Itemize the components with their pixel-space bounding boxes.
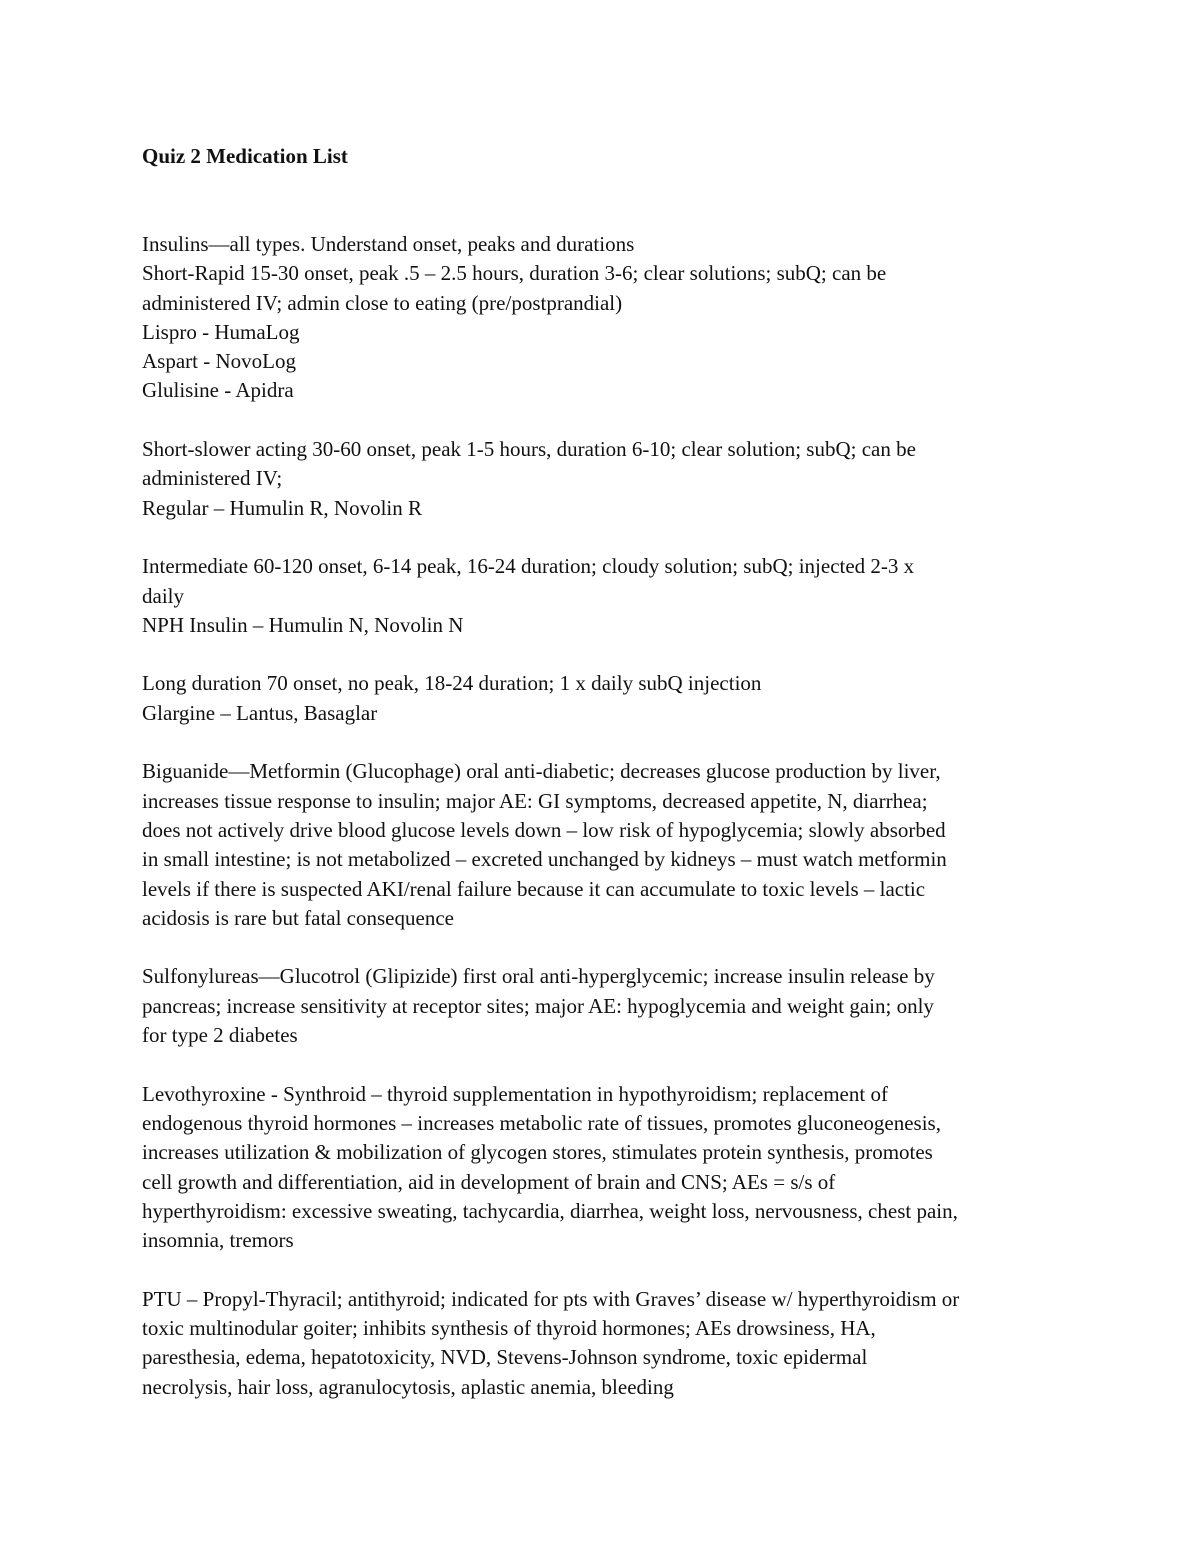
document-body — [142, 140, 1072, 1431]
text-line: Glulisine - Apidra — [142, 378, 294, 403]
text-line: pancreas; increase sensitivity at receptor sites; major AE: hypoglycemia and weight gain; only — [142, 993, 934, 1018]
text-line: Regular – Humulin R, Novolin R — [142, 495, 422, 520]
section-intermediate-insulins — [142, 552, 1072, 640]
section-short-slower-insulins — [142, 435, 1072, 523]
text-line: toxic multinodular goiter; inhibits synthesis of thyroid hormones; AEs drowsiness, HA, — [142, 1315, 876, 1340]
text-line: administered IV; admin close to eating (pre/postprandial) — [142, 290, 623, 315]
text-line: paresthesia, edema, hepatotoxicity, NVD, Stevens-Johnson syndrome, toxic epidermal — [142, 1345, 868, 1370]
text-line: Insulins—all types. Understand onset, peaks and durations — [142, 232, 635, 256]
text-line: Short-Rapid 15-30 onset, peak .5 – 2.5 hours, duration 3-6; clear solutions; subQ; can be — [142, 261, 887, 286]
text-line: endogenous thyroid hormones – increases metabolic rate of tissues, promotes gluconeogenesis, — [142, 1110, 941, 1135]
document-title: Quiz 2 Medication List — [142, 144, 348, 168]
text-line: in small intestine; is not metabolized – excreted unchanged by kidneys – must watch metformin — [142, 847, 947, 872]
text-line: Levothyroxine - Synthroid – thyroid supplementation in hypothyroidism; replacement of — [142, 1081, 888, 1106]
text-line: administered IV; — [142, 466, 283, 491]
section-levothyroxine — [142, 1080, 1072, 1256]
section-sulfonylureas — [142, 962, 1072, 1050]
text-line: insomnia, tremors — [142, 1228, 294, 1253]
section-long-insulins — [142, 669, 1072, 728]
text-line: acidosis is rare but fatal consequence — [142, 905, 454, 930]
text-line: daily — [142, 583, 184, 608]
text-line: Glargine – Lantus, Basaglar — [142, 700, 378, 725]
text-line: cell growth and differentiation, aid in development of brain and CNS; AEs = s/s of — [142, 1169, 836, 1194]
text-line: Long duration 70 onset, no peak, 18-24 duration; 1 x daily subQ injection — [142, 671, 762, 696]
text-line: NPH Insulin – Humulin N, Novolin N — [142, 612, 464, 637]
section-ptu — [142, 1285, 1072, 1402]
text-line: Short-slower acting 30-60 onset, peak 1-5 hours, duration 6-10; clear solution; subQ; can be — [142, 437, 916, 462]
text-line: Biguanide—Metformin (Glucophage) oral anti-diabetic; decreases glucose production by liver, — [142, 759, 941, 784]
text-line: increases utilization & mobilization of glycogen stores, stimulates protein synthesis, promotes — [142, 1140, 933, 1165]
text-line: levels if there is suspected AKI/renal failure because it can accumulate to toxic levels – lactic — [142, 876, 926, 901]
section-rapid-insulins — [142, 230, 1072, 406]
text-line: Intermediate 60-120 onset, 6-14 peak, 16-24 duration; cloudy solution; subQ; injected 2-3 x — [142, 554, 915, 579]
text-line: Aspart - NovoLog — [142, 349, 296, 374]
text-line: increases tissue response to insulin; major AE: GI symptoms, decreased appetite, N, diarrhea; — [142, 788, 928, 813]
text-line: PTU – Propyl-Thyracil; antithyroid; indicated for pts with Graves’ disease w/ hyperthyroidism or — [142, 1286, 960, 1311]
text-line: does not actively drive blood glucose levels down – low risk of hypoglycemia; slowly absorbed — [142, 817, 946, 842]
text-line: Lispro - HumaLog — [142, 319, 300, 344]
section-biguanide — [142, 757, 1072, 933]
text-line: Sulfonylureas—Glucotrol (Glipizide) first oral anti-hyperglycemic; increase insulin release by — [142, 964, 935, 989]
text-line: necrolysis, hair loss, agranulocytosis, aplastic anemia, bleeding — [142, 1374, 674, 1399]
text-line: hyperthyroidism: excessive sweating, tachycardia, diarrhea, weight loss, nervousness, chest pain, — [142, 1198, 958, 1223]
text-line: for type 2 diabetes — [142, 1023, 298, 1048]
